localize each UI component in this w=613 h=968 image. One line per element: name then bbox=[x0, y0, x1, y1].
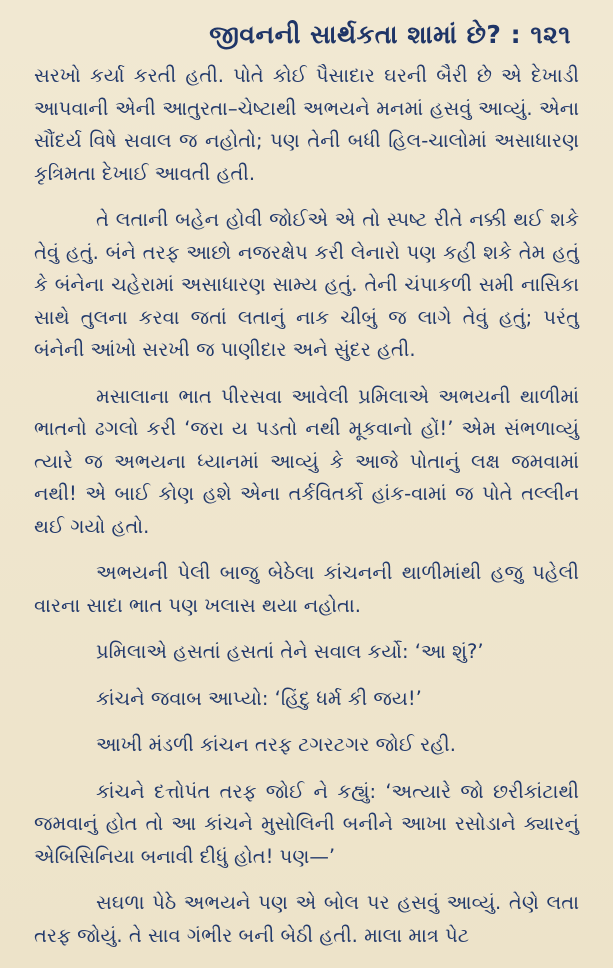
page-header: જીવનની સાર્થકતા શામાં છે? : ૧૨૧ bbox=[209, 20, 571, 49]
paragraph-1: સરખો કર્યા કરતી હતી. પોતે કોઈ પૈસાદાર ઘરની બૈરી છે એ દેખાડી આપવાની એની આતુરતા–ચેષ્ટાથી અભયને મનમાં હસવું આવ્યું. એના સૌંદર્ય વિષે સવાલ જ નહોતો; પણ તેની બધી હિલ-ચાલોમાં અસાધારણ કૃત્રિમતા દેખાઈ આવતી હતી. bbox=[34, 64, 579, 185]
paragraph-5: કાંચને દત્તોપંત તરફ જોઈ ને કહ્યું: ‘અત્યારે જો છરીકાંટાથી જમવાનું હોત તો આ કાંચને મુસોલિની બનીને આખા રસોડાને ક્યારનું એબિસિનિયા બનાવી દીધું હોત! પણ—’ bbox=[34, 779, 579, 868]
paragraph-6: સઘળા પેઠે અભયને પણ એ બોલ પર હસવું આવ્યું. તેણે લતા તરફ જોયું. તે સાવ ગંભીર બની બેઠી હતી. માલા માત્ર પેટ bbox=[34, 891, 579, 947]
dialog-line-2: કાંચને જવાબ આપ્યો: ‘હિંદુ ધર્મ કી જય!’ bbox=[96, 686, 422, 710]
paragraph-4: અભયની પેલી બાજુ બેઠેલા કાંચનની થાળીમાંથી હજુ પહેલી વારના સાદા ભાત પણ ખલાસ થયા નહોતા. bbox=[34, 561, 579, 617]
paragraph-3: મસાલાના ભાત પીરસવા આવેલી પ્રમિલાએ અભયની થાળીમાં ભાતનો ઢગલો કરી ‘જરા ય પડતો નથી મૂકવાનો હોં!’ એમ સંભળાવ્યું ત્યારે જ અભયના ધ્યાનમાં આવ્યું કે આજે પોતાનું લક્ષ જમવામાં નથી! એ બાઈ કોણ હશે એના તર્કવિતર્કો હાંક-વામાં જ પોતે તલ્લીન થઈ ગયો હતો. bbox=[34, 384, 579, 538]
dialog-line-3: આખી મંડળી કાંચન તરફ ટગરટગર જોઈ રહી. bbox=[96, 733, 456, 756]
paragraph-2: તે લતાની બહેન હોવી જોઈએ એ તો સ્પષ્ટ રીતે નક્કી થઈ શકે તેવું હતું. બંને તરફ આછો નજરક્ષેપ કરી લેનારો પણ કહી શકે તેમ હતું કે બંનેના ચહેરામાં અસાધારણ સામ્ય હતું. તેની ચંપાકળી સમી નાસિકા સાથે તુલના કરવા જતાં લતાનું નાક ચીબું જ લાગે તેવું હતું; પરંતુ બંનેની આંખો સરખી જ પાણીદાર અને સુંદર હતી. bbox=[34, 208, 579, 361]
dialog-line-1: પ્રમિલાએ હસતાં હસતાં તેને સવાલ કર્યો: ‘આ શું?’ bbox=[96, 640, 484, 663]
